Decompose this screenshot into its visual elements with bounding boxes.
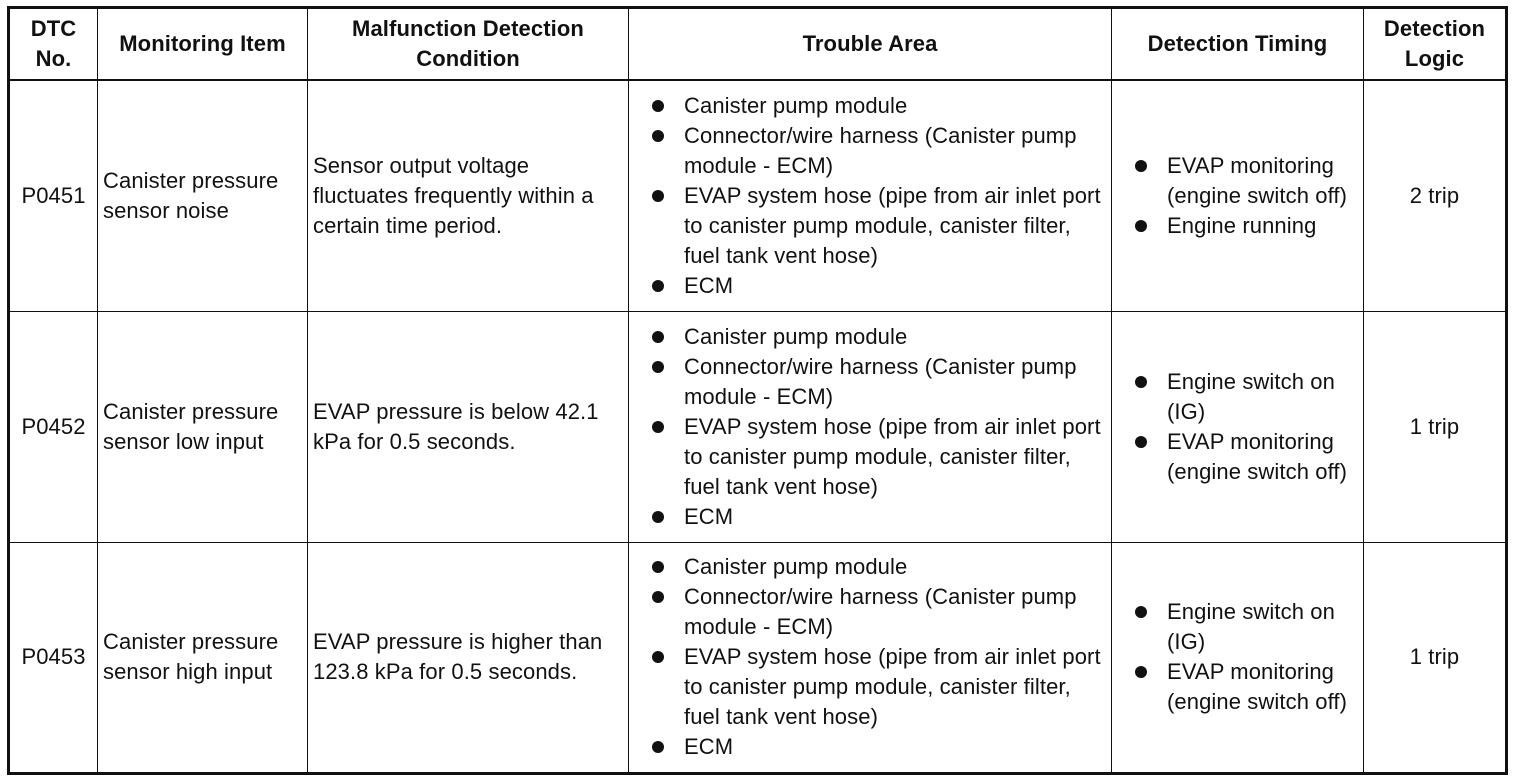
dtc-code: P0451 bbox=[9, 80, 98, 311]
header-detection-timing: Detection Timing bbox=[1112, 8, 1364, 81]
trouble-area-list bbox=[629, 322, 1108, 532]
list-item: Engine switch on (IG) bbox=[1112, 367, 1363, 427]
trouble-area-list bbox=[629, 91, 1108, 301]
list-item: ECM bbox=[629, 502, 1108, 532]
detection-timing-list bbox=[1112, 597, 1363, 717]
detection-timing bbox=[1112, 542, 1364, 773]
dtc-code: P0453 bbox=[9, 542, 98, 773]
monitoring-item: Canister pressure sensor high input bbox=[98, 542, 308, 773]
detection-logic: 1 trip bbox=[1364, 311, 1507, 542]
trouble-area-list bbox=[629, 552, 1108, 762]
detection-timing bbox=[1112, 311, 1364, 542]
detection-timing-list bbox=[1112, 151, 1363, 241]
list-item: Connector/wire harness (Canister pump module - ECM) bbox=[629, 121, 1108, 181]
detection-logic: 2 trip bbox=[1364, 80, 1507, 311]
list-item: ECM bbox=[629, 732, 1108, 762]
detection-condition: Sensor output voltage fluctuates frequently within a certain time period. bbox=[308, 80, 629, 311]
list-item: EVAP monitoring (engine switch off) bbox=[1112, 427, 1363, 487]
dtc-code: P0452 bbox=[9, 311, 98, 542]
detection-logic: 1 trip bbox=[1364, 542, 1507, 773]
list-item: Connector/wire harness (Canister pump module - ECM) bbox=[629, 582, 1108, 642]
header-detection-logic: Detection Logic bbox=[1364, 8, 1507, 81]
list-item: Engine switch on (IG) bbox=[1112, 597, 1363, 657]
header-monitoring-item: Monitoring Item bbox=[98, 8, 308, 81]
detection-condition: EVAP pressure is below 42.1 kPa for 0.5 seconds. bbox=[308, 311, 629, 542]
list-item: Canister pump module bbox=[629, 91, 1108, 121]
header-detection-condition: Malfunction Detection Condition bbox=[308, 8, 629, 81]
list-item: EVAP system hose (pipe from air inlet port to canister pump module, canister filter, fuel tank vent hose) bbox=[629, 642, 1108, 732]
monitoring-item: Canister pressure sensor noise bbox=[98, 80, 308, 311]
list-item: EVAP system hose (pipe from air inlet port to canister pump module, canister filter, fuel tank vent hose) bbox=[629, 181, 1108, 271]
list-item: EVAP system hose (pipe from air inlet port to canister pump module, canister filter, fuel tank vent hose) bbox=[629, 412, 1108, 502]
detection-condition: EVAP pressure is higher than 123.8 kPa for 0.5 seconds. bbox=[308, 542, 629, 773]
table-row bbox=[9, 311, 1507, 542]
list-item: EVAP monitoring (engine switch off) bbox=[1112, 151, 1363, 211]
trouble-area bbox=[629, 80, 1112, 311]
list-item: Engine running bbox=[1112, 211, 1363, 241]
list-item: Canister pump module bbox=[629, 552, 1108, 582]
detection-timing bbox=[1112, 80, 1364, 311]
list-item: ECM bbox=[629, 271, 1108, 301]
list-item: EVAP monitoring (engine switch off) bbox=[1112, 657, 1363, 717]
table-row bbox=[9, 80, 1507, 311]
trouble-area bbox=[629, 311, 1112, 542]
detection-timing-list bbox=[1112, 367, 1363, 487]
table-row bbox=[9, 542, 1507, 773]
dtc-table bbox=[7, 6, 1508, 775]
header-trouble-area: Trouble Area bbox=[629, 8, 1112, 81]
header-row bbox=[9, 8, 1507, 81]
trouble-area bbox=[629, 542, 1112, 773]
list-item: Canister pump module bbox=[629, 322, 1108, 352]
monitoring-item: Canister pressure sensor low input bbox=[98, 311, 308, 542]
header-dtc: DTC No. bbox=[9, 8, 98, 81]
list-item: Connector/wire harness (Canister pump module - ECM) bbox=[629, 352, 1108, 412]
